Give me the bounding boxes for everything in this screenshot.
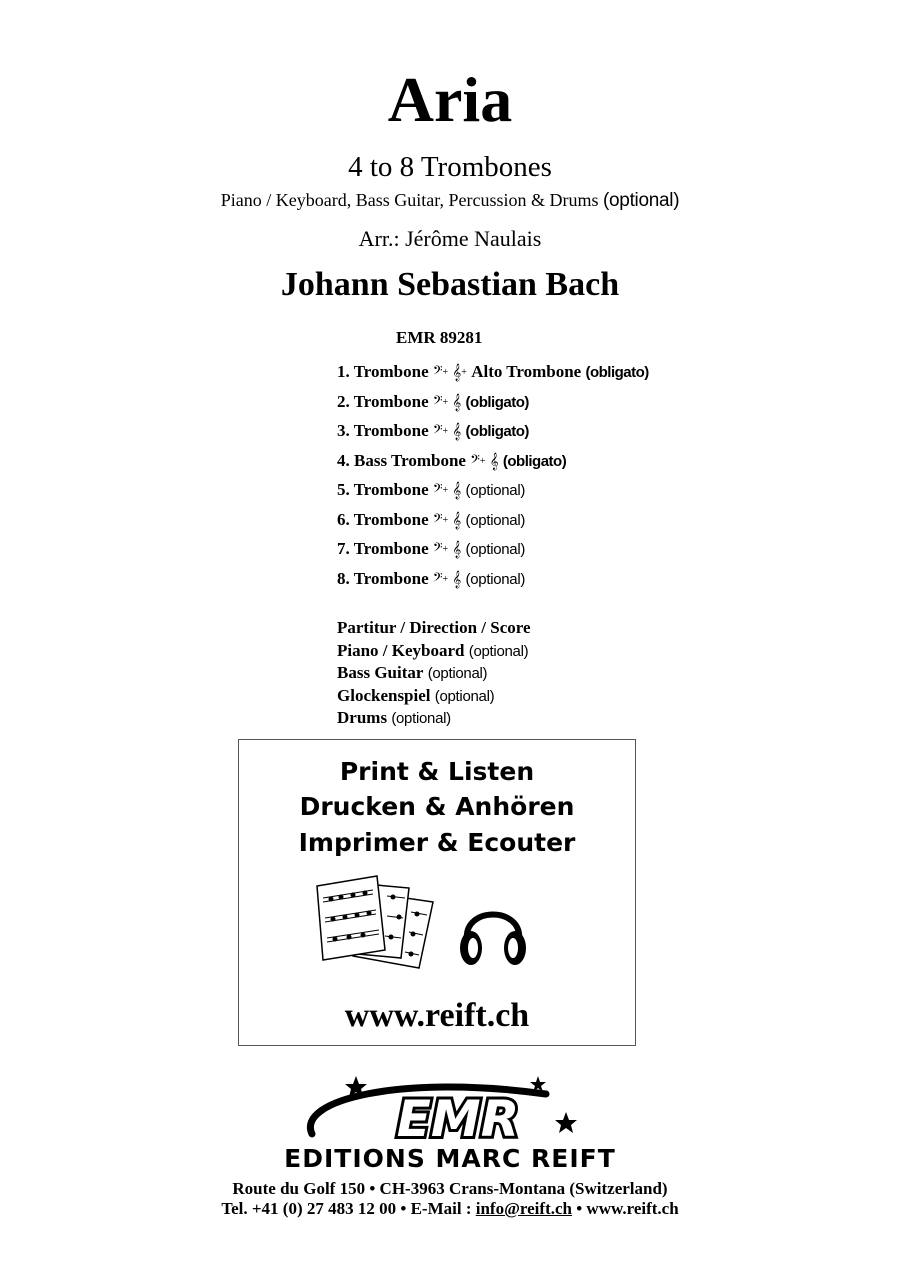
bass-clef-icon: 𝄢 [432, 569, 443, 588]
extra-name: Partitur / Direction / Score [337, 618, 531, 637]
part-note: (obligato) [465, 423, 529, 440]
plus-sign: + [461, 367, 467, 378]
part-note: (obligato) [465, 393, 529, 411]
promo-url: www.reift.ch [344, 997, 530, 1034]
plus-sign: + [442, 485, 449, 496]
extra-note: (optional) [468, 642, 529, 660]
plus-sign: + [479, 455, 486, 467]
promo-line-en: Print & Listen [339, 757, 535, 786]
extra-name: Bass Guitar [337, 663, 424, 683]
bass-clef-icon: 𝄢 [432, 481, 443, 499]
bass-clef-icon: 𝄢 [432, 363, 443, 381]
extra-item [337, 663, 531, 686]
publisher-contact [0, 1198, 900, 1220]
sheet-music-icon [313, 872, 443, 972]
part-item [337, 362, 649, 392]
emr-logo-text: EMR [396, 1090, 520, 1145]
extra-name: Glockenspiel [337, 685, 431, 705]
arranger: Arr.: Jérôme Naulais [358, 226, 542, 251]
plus-sign: + [442, 426, 449, 437]
email-link[interactable]: info@reift.ch [475, 1199, 572, 1218]
plus-sign: + [442, 396, 449, 408]
part-item [337, 421, 649, 451]
extra-note: (optional) [391, 710, 451, 728]
treble-clef-icon: 𝄞 [452, 481, 462, 499]
extra-note: (optional) [427, 665, 488, 683]
extra-note: (optional) [434, 687, 495, 705]
title: Aria [387, 64, 513, 135]
extra-name: Drums [337, 708, 388, 728]
part-name: 8. Trombone [337, 568, 429, 588]
part-note: (optional) [465, 570, 526, 588]
extras-list [337, 618, 531, 731]
extra-item [337, 618, 531, 641]
part-name: 7. Trombone [337, 539, 429, 558]
promo-line-de: Drucken & Anhören [299, 792, 575, 821]
instrumentation-note: (optional) [603, 190, 680, 211]
treble-clef-icon: 𝄞 [452, 422, 462, 440]
bass-clef-icon: 𝄢 [432, 540, 443, 558]
catalog-number: EMR 89281 [396, 328, 483, 347]
treble-clef-icon: 𝄞 [489, 451, 499, 470]
instrumentation-line [0, 188, 900, 213]
plus-sign: + [442, 514, 449, 526]
bass-clef-icon: 𝄢 [470, 451, 480, 470]
contact-phone: Tel. +41 (0) 27 483 12 00 • E-Mail : [221, 1199, 472, 1218]
print-listen-box [238, 739, 636, 1046]
plus-sign: + [442, 544, 449, 555]
part-item [337, 392, 649, 422]
composer: Johann Sebastian Bach [280, 266, 620, 303]
publisher-address: Route du Golf 150 • CH-3963 Crans-Montana (Switzerland) [232, 1179, 668, 1198]
subtitle: 4 to 8 Trombones [348, 151, 552, 183]
bass-clef-icon: 𝄢 [432, 392, 443, 411]
extra-item [337, 686, 531, 709]
extra-item [337, 708, 531, 731]
part-note: (obligato) [585, 364, 649, 381]
parts-list [337, 362, 649, 598]
part-item [337, 569, 649, 599]
instrumentation-text: Piano / Keyboard, Bass Guitar, Percussion & Drums [220, 190, 599, 210]
part-name: 1. Trombone [337, 362, 429, 381]
emr-logo [300, 1070, 590, 1145]
part-note: (obligato) [502, 452, 567, 470]
treble-clef-icon: 𝄞 [452, 392, 462, 411]
part-extra: Alto Trombone [471, 362, 582, 381]
contact-web: • www.reift.ch [576, 1199, 679, 1218]
extra-item [337, 641, 531, 664]
part-note: (optional) [465, 482, 526, 499]
part-name: 4. Bass Trombone [337, 450, 466, 470]
treble-clef-icon: 𝄞 [452, 569, 462, 588]
plus-sign: + [442, 573, 449, 585]
part-name: 5. Trombone [337, 480, 429, 499]
bass-clef-icon: 𝄢 [432, 510, 443, 529]
part-item [337, 451, 649, 481]
bass-clef-icon: 𝄢 [432, 422, 443, 440]
treble-clef-icon: 𝄞 [452, 363, 462, 381]
part-name: 6. Trombone [337, 509, 429, 529]
extra-name: Piano / Keyboard [337, 640, 465, 660]
treble-clef-icon: 𝄞 [452, 540, 462, 558]
part-item [337, 510, 649, 540]
publisher-name: EDITIONS MARC REIFT [284, 1144, 616, 1173]
part-item [337, 539, 649, 569]
promo-line-fr: Imprimer & Ecouter [298, 828, 576, 857]
headphones-icon [457, 890, 529, 970]
part-note: (optional) [465, 511, 526, 529]
part-name: 2. Trombone [337, 391, 429, 411]
treble-clef-icon: 𝄞 [452, 510, 462, 529]
part-note: (optional) [465, 541, 526, 558]
plus-sign: + [442, 367, 449, 378]
part-item [337, 480, 649, 510]
part-name: 3. Trombone [337, 421, 429, 440]
